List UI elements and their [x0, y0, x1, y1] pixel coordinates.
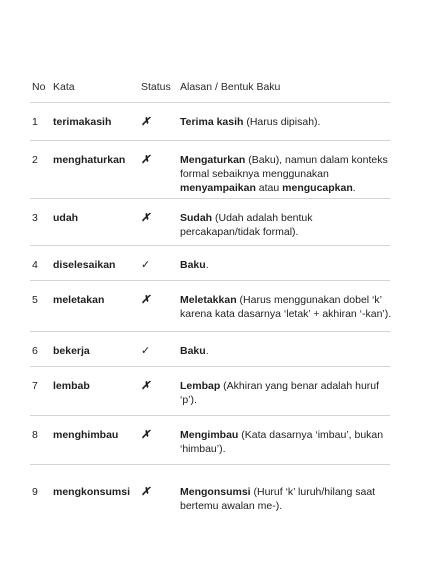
reason-text: (Harus dipisah).	[243, 116, 321, 128]
row-number: 3	[32, 212, 38, 224]
reason-term: Mengimbau	[180, 429, 239, 441]
reason-text: (Huruf ‘k’ luruh/hilang saat bertemu awalan me-).	[180, 486, 376, 512]
cross-icon: ✗	[141, 294, 151, 306]
row-number: 9	[32, 486, 38, 498]
row-number: 2	[32, 154, 38, 166]
table-row	[30, 416, 390, 465]
row-reason	[180, 153, 392, 195]
reason-term: menyampaikan	[180, 182, 256, 194]
row-number: 8	[32, 429, 38, 441]
vocabulary-table	[30, 72, 390, 529]
row-reason	[180, 258, 392, 272]
row-reason	[180, 293, 392, 321]
row-word: diselesaikan	[53, 259, 116, 271]
reason-term: Baku	[180, 345, 206, 357]
row-word: udah	[53, 212, 79, 224]
reason-text: (Harus menggunakan dobel ‘k’ karena kata dasarnya ‘letak’ + akhiran ‘-kan’).	[180, 294, 392, 320]
reason-text: atau	[255, 182, 283, 194]
reason-term: mengucapkan	[282, 182, 353, 194]
cross-icon: ✗	[141, 380, 151, 392]
table-row	[30, 367, 390, 416]
reason-term: Lembap	[180, 380, 221, 392]
cross-icon: ✗	[141, 154, 151, 166]
reason-term: Mengonsumsi	[180, 486, 251, 498]
header-no: No	[32, 81, 46, 93]
table-row	[30, 281, 390, 332]
row-reason	[180, 344, 392, 358]
reason-text: (Baku), namun dalam konteks formal sebaiknya menggunakan	[180, 154, 388, 180]
row-word: bekerja	[53, 345, 90, 357]
row-reason	[180, 211, 392, 239]
row-word: menghimbau	[53, 429, 119, 441]
row-reason	[180, 115, 392, 129]
row-number: 6	[32, 345, 38, 357]
row-word: meletakan	[53, 294, 105, 306]
reason-term: Sudah	[180, 212, 213, 224]
row-number: 5	[32, 294, 38, 306]
table-row	[30, 332, 390, 367]
table-row	[30, 199, 390, 246]
row-word: lembab	[53, 380, 90, 392]
reason-term: Baku	[180, 259, 206, 271]
row-reason	[180, 428, 392, 456]
row-reason	[180, 379, 392, 407]
row-number: 4	[32, 259, 38, 271]
reason-term: Mengaturkan	[180, 154, 246, 166]
table-row	[30, 246, 390, 281]
row-reason	[180, 485, 392, 513]
header-alasan: Alasan / Bentuk Baku	[180, 81, 281, 93]
table-body	[30, 103, 390, 529]
table-header	[30, 72, 390, 103]
header-status: Status	[141, 81, 171, 93]
check-icon: ✓	[141, 259, 151, 271]
cross-icon: ✗	[141, 486, 151, 498]
reason-text: .	[205, 345, 209, 357]
row-word: terimakasih	[53, 116, 112, 128]
reason-term: Terima kasih	[180, 116, 244, 128]
cross-icon: ✗	[141, 212, 151, 224]
reason-text: (Udah adalah bentuk percakapan/tidak formal).	[180, 212, 313, 238]
row-number: 7	[32, 380, 38, 392]
reason-text: .	[352, 182, 356, 194]
reason-text: .	[205, 259, 209, 271]
reason-text: (Akhiran yang benar adalah huruf ‘p’).	[180, 380, 380, 406]
cross-icon: ✗	[141, 429, 151, 441]
check-icon: ✓	[141, 345, 151, 357]
header-kata: Kata	[53, 81, 75, 93]
row-number: 1	[32, 116, 38, 128]
table-row	[30, 141, 390, 199]
cross-icon: ✗	[141, 116, 151, 128]
row-word: menghaturkan	[53, 154, 126, 166]
reason-term: Meletakkan	[180, 294, 237, 306]
reason-text: (Kata dasarnya ‘imbau’, bukan ‘himbau’).	[180, 429, 384, 455]
table-row	[30, 103, 390, 141]
row-word: mengkonsumsi	[53, 486, 131, 498]
table-row	[30, 465, 390, 529]
